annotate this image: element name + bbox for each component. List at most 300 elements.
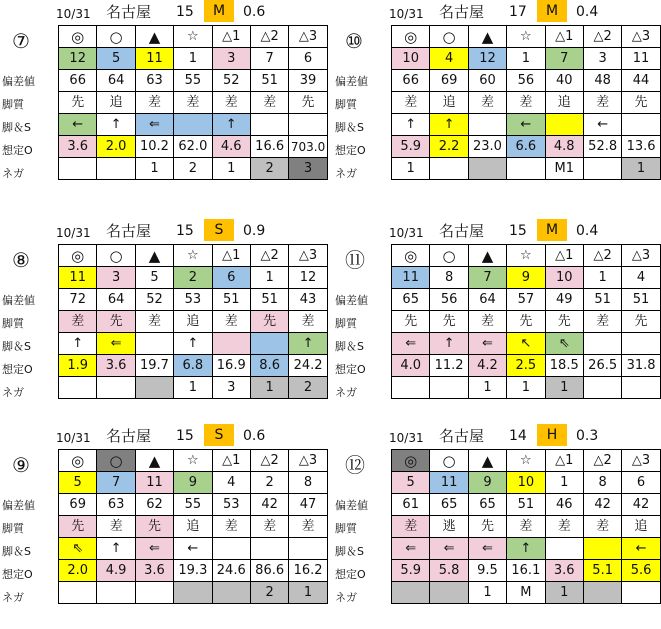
deviation-cell: 66	[392, 70, 430, 92]
negative-cell: 1	[468, 582, 506, 604]
deviation-cell: 64	[97, 70, 135, 92]
leg-speed-cell: ↑	[97, 538, 135, 560]
horse-number-cell: 7	[250, 48, 288, 70]
negative-cell	[583, 377, 621, 399]
mark-cell: ▲	[468, 26, 506, 48]
horse-number-cell: 11	[59, 267, 97, 289]
horse-number-cell: 11	[135, 48, 173, 70]
negative-cell	[97, 377, 135, 399]
negative-cell: 1	[135, 158, 173, 180]
running-style-cell: 差	[583, 311, 621, 333]
running-style-cell: 追	[545, 92, 583, 114]
horse-number-cell: 10	[507, 472, 545, 494]
deviation-cell: 63	[135, 70, 173, 92]
row-label: 想定O	[2, 144, 33, 157]
running-style-cell: 先	[622, 92, 660, 114]
odds-cell: 2.0	[59, 560, 97, 582]
race-date: 10/31	[389, 431, 424, 445]
mark-cell: ☆	[507, 26, 545, 48]
row-label: ネガ	[2, 167, 24, 180]
mark-cell: ○	[97, 26, 135, 48]
odds-cell: 11.2	[430, 355, 468, 377]
leg-speed-cell: ↑	[289, 333, 327, 355]
horse-number-cell: 8	[583, 472, 621, 494]
odds-cell: 5.9	[392, 136, 430, 158]
track-condition-badge: S	[204, 424, 234, 446]
mark-cell: △2	[583, 450, 621, 472]
table-row	[392, 26, 661, 48]
row-label: ネガ	[2, 591, 24, 604]
table-row	[392, 472, 661, 494]
running-style-cell: 差	[212, 311, 250, 333]
running-style-cell: 差	[135, 92, 173, 114]
odds-cell: 26.5	[583, 355, 621, 377]
venue-name: 名古屋	[439, 222, 485, 240]
odds-cell: 19.7	[135, 355, 173, 377]
odds-cell: 1.9	[59, 355, 97, 377]
track-condition-badge: H	[537, 424, 567, 446]
row-label: 偏差値	[335, 75, 368, 88]
negative-cell: 1	[507, 377, 545, 399]
mark-cell: ▲	[135, 245, 173, 267]
row-label: 偏差値	[2, 75, 35, 88]
row-label: 脚質	[335, 98, 357, 111]
row-label: 想定O	[335, 568, 366, 581]
odds-cell: 10.2	[135, 136, 173, 158]
row-label: 想定O	[335, 363, 366, 376]
table-row	[392, 582, 661, 604]
negative-cell	[468, 158, 506, 180]
deviation-cell: 52	[135, 289, 173, 311]
deviation-cell: 61	[392, 494, 430, 516]
leg-speed-cell: ↑	[59, 333, 97, 355]
row-label: 脚＆S	[2, 121, 31, 134]
deviation-cell: 62	[135, 494, 173, 516]
deviation-cell: 51	[250, 70, 288, 92]
running-style-cell: 差	[507, 516, 545, 538]
mark-cell: ◎	[392, 450, 430, 472]
table-row	[59, 158, 328, 180]
prediction-table	[391, 449, 661, 604]
row-label: ネガ	[2, 386, 24, 399]
deviation-cell: 49	[545, 289, 583, 311]
running-style-cell: 追	[174, 311, 212, 333]
distance: 15	[176, 428, 194, 444]
mark-cell: ▲	[135, 26, 173, 48]
horse-number-cell: 4	[212, 472, 250, 494]
odds-cell: 86.6	[250, 560, 288, 582]
condition-value: 0.9	[243, 223, 266, 239]
leg-speed-cell: ↑	[507, 538, 545, 560]
mark-cell: ○	[97, 245, 135, 267]
negative-cell	[59, 158, 97, 180]
deviation-cell: 63	[97, 494, 135, 516]
odds-cell: 24.6	[212, 560, 250, 582]
horse-number-cell: 1	[250, 267, 288, 289]
deviation-cell: 53	[174, 289, 212, 311]
leg-speed-cell	[545, 114, 583, 136]
table-row	[59, 311, 328, 333]
venue-name: 名古屋	[439, 427, 485, 445]
running-style-cell: 追	[622, 516, 660, 538]
mark-cell: △1	[545, 26, 583, 48]
leg-speed-cell: ⇐	[468, 538, 506, 560]
deviation-cell: 64	[468, 289, 506, 311]
horse-number-cell: 1	[583, 267, 621, 289]
row-label: 脚質	[2, 317, 24, 330]
leg-speed-cell: ⇐	[135, 538, 173, 560]
running-style-cell: 追	[174, 516, 212, 538]
running-style-cell: 先	[392, 311, 430, 333]
mark-cell: ☆	[174, 245, 212, 267]
table-row	[392, 48, 661, 70]
horse-number-cell: 6	[289, 48, 327, 70]
race-date: 10/31	[56, 431, 91, 445]
running-style-cell: 差	[392, 516, 430, 538]
leg-speed-cell	[135, 333, 173, 355]
horse-number-cell: 9	[507, 267, 545, 289]
table-row	[392, 538, 661, 560]
leg-speed-cell: ←	[622, 538, 660, 560]
odds-cell: 4.0	[392, 355, 430, 377]
odds-cell: 9.5	[468, 560, 506, 582]
table-row	[59, 377, 328, 399]
running-style-cell: 先	[289, 92, 327, 114]
table-row	[392, 158, 661, 180]
table-row	[392, 114, 661, 136]
odds-cell: 31.8	[622, 355, 660, 377]
negative-cell: 2	[289, 377, 327, 399]
negative-cell	[135, 377, 173, 399]
odds-cell: 16.2	[289, 560, 327, 582]
horse-number-cell: 3	[212, 48, 250, 70]
leg-speed-cell	[468, 114, 506, 136]
race-panel	[0, 219, 330, 424]
deviation-cell: 51	[212, 289, 250, 311]
leg-speed-cell: ←	[59, 114, 97, 136]
odds-cell: 16.9	[212, 355, 250, 377]
leg-speed-cell: ←	[507, 114, 545, 136]
negative-cell	[135, 582, 173, 604]
row-label: 偏差値	[335, 499, 368, 512]
row-label: 脚質	[335, 317, 357, 330]
horse-number-cell: 2	[250, 472, 288, 494]
race-panel	[333, 424, 661, 629]
negative-cell	[97, 582, 135, 604]
odds-cell: 2.5	[507, 355, 545, 377]
leg-speed-cell: ⇐	[97, 333, 135, 355]
negative-cell: M1	[545, 158, 583, 180]
running-style-cell: 差	[59, 311, 97, 333]
race-header	[333, 219, 661, 241]
odds-cell: 62.0	[174, 136, 212, 158]
mark-cell: ◎	[392, 26, 430, 48]
table-row	[59, 245, 328, 267]
mark-cell: ▲	[468, 450, 506, 472]
deviation-cell: 55	[174, 70, 212, 92]
row-label: ネガ	[335, 591, 357, 604]
running-style-cell: 追	[97, 92, 135, 114]
negative-cell: 1	[622, 158, 660, 180]
odds-cell: 3.6	[545, 560, 583, 582]
table-row	[59, 333, 328, 355]
running-style-cell: 差	[507, 92, 545, 114]
track-condition-badge: M	[537, 219, 567, 241]
mark-cell: ○	[430, 450, 468, 472]
table-row	[392, 136, 661, 158]
running-style-cell: 差	[289, 516, 327, 538]
odds-cell: 19.3	[174, 560, 212, 582]
deviation-cell: 52	[212, 70, 250, 92]
deviation-cell: 55	[174, 494, 212, 516]
negative-cell	[212, 582, 250, 604]
horse-number-cell: 5	[97, 48, 135, 70]
leg-speed-cell	[212, 538, 250, 560]
odds-cell: 6.6	[507, 136, 545, 158]
mark-cell: ◎	[59, 245, 97, 267]
track-condition-badge: M	[537, 0, 567, 22]
horse-number-cell: 7	[97, 472, 135, 494]
leg-speed-cell: ↑	[430, 333, 468, 355]
table-row	[59, 450, 328, 472]
table-row	[392, 333, 661, 355]
mark-cell: △3	[289, 245, 327, 267]
deviation-cell: 46	[545, 494, 583, 516]
leg-speed-cell	[250, 538, 288, 560]
mark-cell: △1	[212, 245, 250, 267]
leg-speed-cell: ↑	[174, 333, 212, 355]
running-style-cell: 差	[250, 516, 288, 538]
distance: 15	[176, 4, 194, 20]
venue-name: 名古屋	[106, 222, 152, 240]
deviation-cell: 42	[622, 494, 660, 516]
negative-cell: 1	[174, 377, 212, 399]
distance: 15	[176, 223, 194, 239]
track-condition-badge: S	[204, 219, 234, 241]
negative-cell	[622, 377, 660, 399]
condition-value: 0.4	[576, 4, 599, 20]
deviation-cell: 51	[583, 289, 621, 311]
negative-cell: 2	[174, 158, 212, 180]
deviation-cell: 40	[545, 70, 583, 92]
leg-speed-cell: ←	[583, 114, 621, 136]
mark-cell: △2	[583, 245, 621, 267]
table-row	[392, 245, 661, 267]
deviation-cell: 64	[97, 289, 135, 311]
prediction-table	[58, 25, 328, 180]
running-style-cell: 差	[583, 516, 621, 538]
row-label: 偏差値	[2, 294, 35, 307]
table-row	[392, 92, 661, 114]
mark-cell: △3	[622, 450, 660, 472]
deviation-cell: 72	[59, 289, 97, 311]
row-label: ネガ	[335, 167, 357, 180]
horse-number-cell: 5	[59, 472, 97, 494]
running-style-cell: 差	[468, 92, 506, 114]
running-style-cell: 追	[430, 92, 468, 114]
table-row	[59, 26, 328, 48]
table-row	[59, 516, 328, 538]
leg-speed-cell: ↑	[392, 114, 430, 136]
table-row	[59, 582, 328, 604]
running-style-cell: 差	[289, 311, 327, 333]
horse-number-cell: 3	[583, 48, 621, 70]
horse-number-cell: 8	[289, 472, 327, 494]
horse-number-cell: 11	[430, 472, 468, 494]
mark-cell: ◎	[59, 450, 97, 472]
negative-cell	[430, 377, 468, 399]
leg-speed-cell	[583, 538, 621, 560]
table-row	[392, 355, 661, 377]
table-row	[392, 377, 661, 399]
mark-cell: △3	[289, 26, 327, 48]
table-row	[392, 450, 661, 472]
odds-cell: 2.0	[97, 136, 135, 158]
condition-value: 0.3	[576, 428, 599, 444]
negative-cell: 1	[289, 582, 327, 604]
horse-number-cell: 3	[97, 267, 135, 289]
deviation-cell: 51	[250, 289, 288, 311]
row-label: 脚＆S	[2, 340, 31, 353]
row-label: 想定O	[2, 363, 33, 376]
deviation-cell: 69	[430, 70, 468, 92]
horse-number-cell: 4	[430, 48, 468, 70]
mark-cell: ○	[97, 450, 135, 472]
row-label: ネガ	[335, 386, 357, 399]
row-label: 脚＆S	[335, 340, 364, 353]
negative-cell	[392, 377, 430, 399]
deviation-cell: 44	[622, 70, 660, 92]
odds-cell: 2.2	[430, 136, 468, 158]
table-row	[59, 267, 328, 289]
running-style-cell: 差	[468, 311, 506, 333]
mark-cell: △2	[250, 450, 288, 472]
deviation-cell: 56	[507, 70, 545, 92]
running-style-cell: 先	[622, 311, 660, 333]
horse-number-cell: 8	[430, 267, 468, 289]
table-row	[392, 516, 661, 538]
deviation-cell: 39	[289, 70, 327, 92]
row-label: 脚＆S	[335, 545, 364, 558]
race-date: 10/31	[389, 226, 424, 240]
running-style-cell: 差	[174, 92, 212, 114]
negative-cell: 1	[545, 582, 583, 604]
running-style-cell: 先	[468, 516, 506, 538]
odds-cell: 4.8	[545, 136, 583, 158]
leg-speed-cell: ↑	[97, 114, 135, 136]
row-label: 脚＆S	[2, 545, 31, 558]
distance: 17	[509, 4, 527, 20]
odds-cell: 3.6	[59, 136, 97, 158]
running-style-cell: 先	[507, 311, 545, 333]
horse-number-cell: 2	[174, 267, 212, 289]
deviation-cell: 48	[583, 70, 621, 92]
negative-cell: 2	[250, 158, 288, 180]
mark-cell: △2	[583, 26, 621, 48]
negative-cell: 1	[468, 377, 506, 399]
running-style-cell: 差	[250, 92, 288, 114]
deviation-cell: 65	[430, 494, 468, 516]
horse-number-cell: 6	[622, 472, 660, 494]
horse-number-cell: 11	[392, 267, 430, 289]
table-row	[392, 267, 661, 289]
race-date: 10/31	[56, 7, 91, 21]
deviation-cell: 65	[392, 289, 430, 311]
race-header	[0, 424, 330, 446]
odds-cell: 16.1	[507, 560, 545, 582]
odds-cell: 3.6	[135, 560, 173, 582]
mark-cell: △2	[250, 245, 288, 267]
horse-number-cell: 12	[468, 48, 506, 70]
running-style-cell: 先	[430, 311, 468, 333]
distance: 15	[509, 223, 527, 239]
running-style-cell: 差	[545, 516, 583, 538]
odds-cell: 3.6	[97, 355, 135, 377]
mark-cell: △3	[289, 450, 327, 472]
odds-cell: 24.2	[289, 355, 327, 377]
distance: 14	[509, 428, 527, 444]
deviation-cell: 42	[583, 494, 621, 516]
odds-cell: 703.0	[289, 136, 327, 158]
table-row	[59, 92, 328, 114]
leg-speed-cell: ↖	[507, 333, 545, 355]
venue-name: 名古屋	[106, 3, 152, 21]
horse-number-cell: 12	[289, 267, 327, 289]
horse-number-cell: 9	[174, 472, 212, 494]
odds-cell: 5.1	[583, 560, 621, 582]
leg-speed-cell: ↑	[212, 114, 250, 136]
leg-speed-cell: ⇐	[468, 333, 506, 355]
table-row	[59, 114, 328, 136]
horse-number-cell: 11	[622, 48, 660, 70]
deviation-cell: 65	[468, 494, 506, 516]
running-style-cell: 差	[97, 516, 135, 538]
odds-cell: 5.6	[622, 560, 660, 582]
table-row	[392, 70, 661, 92]
deviation-cell: 69	[59, 494, 97, 516]
table-row	[392, 560, 661, 582]
mark-cell: ☆	[174, 450, 212, 472]
row-label: 脚質	[2, 98, 24, 111]
negative-cell: 1	[212, 158, 250, 180]
race-panel	[333, 0, 661, 205]
odds-cell: 13.6	[622, 136, 660, 158]
mark-cell: △3	[622, 26, 660, 48]
prediction-table	[58, 449, 328, 604]
odds-cell: 4.2	[468, 355, 506, 377]
race-number: ⑧	[12, 248, 30, 272]
race-panel	[0, 0, 330, 205]
horse-number-cell: 5	[135, 267, 173, 289]
venue-name: 名古屋	[106, 427, 152, 445]
race-header	[333, 0, 661, 22]
prediction-table	[58, 244, 328, 399]
mark-cell: △2	[250, 26, 288, 48]
leg-speed-cell	[622, 114, 660, 136]
row-label: 脚質	[2, 522, 24, 535]
mark-cell: △3	[622, 245, 660, 267]
odds-cell: 52.8	[583, 136, 621, 158]
negative-cell	[59, 377, 97, 399]
running-style-cell: 差	[135, 311, 173, 333]
race-number: ⑪	[345, 248, 365, 272]
horse-number-cell: 1	[174, 48, 212, 70]
leg-speed-cell: ⇖	[59, 538, 97, 560]
running-style-cell: 先	[250, 311, 288, 333]
running-style-cell: 差	[583, 92, 621, 114]
deviation-cell: 42	[250, 494, 288, 516]
leg-speed-cell: ⇐	[392, 333, 430, 355]
